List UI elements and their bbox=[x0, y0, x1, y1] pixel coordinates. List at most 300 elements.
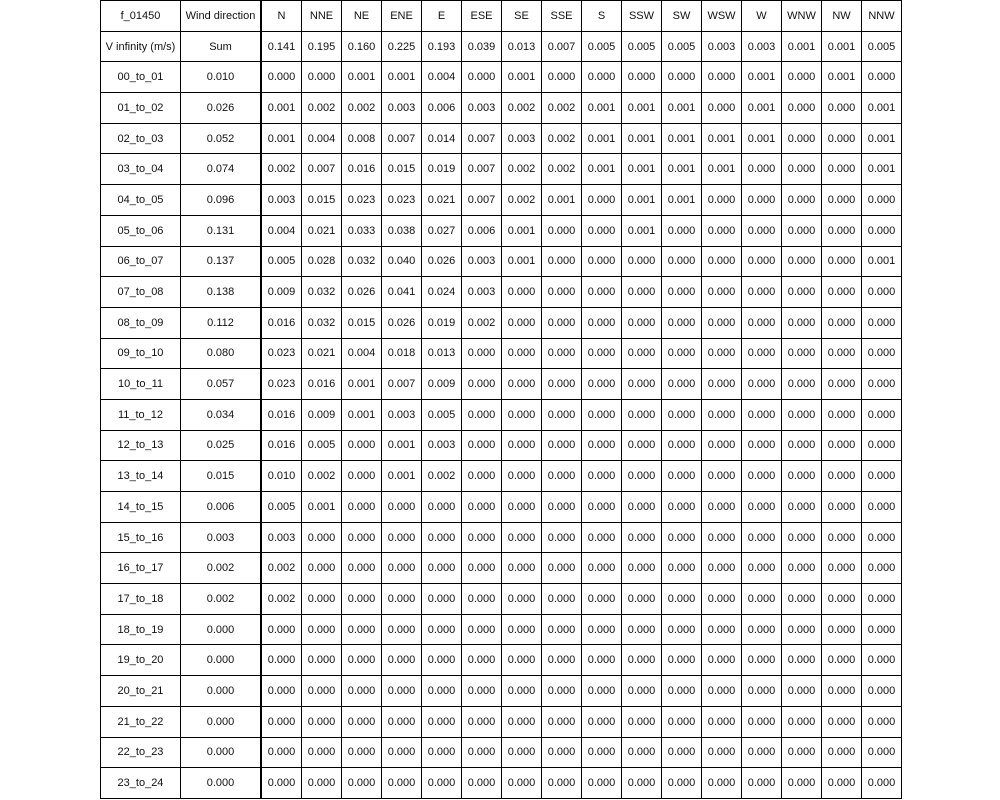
frequency-cell: 0.003 bbox=[462, 246, 502, 277]
frequency-cell: 0.000 bbox=[662, 645, 702, 676]
wind-frequency-table bbox=[100, 0, 902, 799]
v-infinity-label: V infinity (m/s) bbox=[101, 31, 181, 62]
direction-header: SSW bbox=[622, 1, 662, 32]
frequency-cell: 0.018 bbox=[382, 338, 422, 369]
table-row bbox=[101, 277, 902, 308]
row-sum-cell: 0.010 bbox=[181, 62, 262, 93]
frequency-cell: 0.001 bbox=[622, 93, 662, 124]
frequency-cell: 0.000 bbox=[502, 430, 542, 461]
frequency-cell: 0.000 bbox=[742, 277, 782, 308]
frequency-cell: 0.007 bbox=[382, 369, 422, 400]
frequency-cell: 0.000 bbox=[862, 553, 902, 584]
frequency-cell: 0.013 bbox=[422, 338, 462, 369]
speed-bin-label: 06_to_07 bbox=[101, 246, 181, 277]
frequency-cell: 0.000 bbox=[862, 614, 902, 645]
frequency-cell: 0.000 bbox=[582, 768, 622, 799]
table-id-label: f_01450 bbox=[101, 1, 181, 32]
frequency-cell: 0.000 bbox=[382, 584, 422, 615]
frequency-cell: 0.000 bbox=[662, 369, 702, 400]
frequency-cell: 0.000 bbox=[822, 614, 862, 645]
table-row bbox=[101, 93, 902, 124]
frequency-cell: 0.000 bbox=[782, 676, 822, 707]
frequency-cell: 0.040 bbox=[382, 246, 422, 277]
frequency-cell: 0.000 bbox=[462, 399, 502, 430]
frequency-cell: 0.000 bbox=[862, 768, 902, 799]
frequency-cell: 0.000 bbox=[302, 553, 342, 584]
frequency-cell: 0.000 bbox=[582, 215, 622, 246]
frequency-cell: 0.000 bbox=[462, 369, 502, 400]
frequency-cell: 0.000 bbox=[862, 584, 902, 615]
frequency-cell: 0.007 bbox=[462, 185, 502, 216]
frequency-cell: 0.000 bbox=[261, 62, 302, 93]
frequency-cell: 0.000 bbox=[542, 645, 582, 676]
frequency-cell: 0.000 bbox=[702, 645, 742, 676]
frequency-cell: 0.000 bbox=[702, 584, 742, 615]
frequency-cell: 0.000 bbox=[342, 553, 382, 584]
frequency-cell: 0.000 bbox=[742, 553, 782, 584]
direction-sum-cell: 0.005 bbox=[622, 31, 662, 62]
row-sum-cell: 0.000 bbox=[181, 645, 262, 676]
frequency-cell: 0.000 bbox=[542, 522, 582, 553]
frequency-cell: 0.000 bbox=[862, 338, 902, 369]
frequency-cell: 0.000 bbox=[302, 645, 342, 676]
frequency-cell: 0.000 bbox=[342, 768, 382, 799]
table-row bbox=[101, 185, 902, 216]
frequency-cell: 0.028 bbox=[302, 246, 342, 277]
frequency-cell: 0.000 bbox=[862, 399, 902, 430]
speed-bin-label: 18_to_19 bbox=[101, 614, 181, 645]
row-sum-cell: 0.096 bbox=[181, 185, 262, 216]
frequency-cell: 0.006 bbox=[422, 93, 462, 124]
frequency-cell: 0.000 bbox=[662, 553, 702, 584]
frequency-cell: 0.000 bbox=[382, 676, 422, 707]
frequency-cell: 0.008 bbox=[342, 123, 382, 154]
frequency-cell: 0.000 bbox=[422, 614, 462, 645]
row-sum-cell: 0.034 bbox=[181, 399, 262, 430]
row-sum-cell: 0.002 bbox=[181, 584, 262, 615]
direction-sum-cell: 0.005 bbox=[862, 31, 902, 62]
wind-frequency-table-container bbox=[100, 0, 902, 799]
frequency-cell: 0.000 bbox=[502, 399, 542, 430]
frequency-cell: 0.000 bbox=[862, 215, 902, 246]
frequency-cell: 0.000 bbox=[862, 461, 902, 492]
frequency-cell: 0.005 bbox=[261, 246, 302, 277]
frequency-cell: 0.000 bbox=[742, 706, 782, 737]
row-sum-cell: 0.000 bbox=[181, 737, 262, 768]
frequency-cell: 0.002 bbox=[342, 93, 382, 124]
frequency-cell: 0.000 bbox=[542, 706, 582, 737]
table-row bbox=[101, 246, 902, 277]
frequency-cell: 0.000 bbox=[782, 369, 822, 400]
frequency-cell: 0.000 bbox=[782, 706, 822, 737]
frequency-cell: 0.000 bbox=[622, 706, 662, 737]
frequency-cell: 0.000 bbox=[382, 706, 422, 737]
frequency-cell: 0.021 bbox=[422, 185, 462, 216]
frequency-cell: 0.000 bbox=[542, 62, 582, 93]
direction-sum-cell: 0.001 bbox=[822, 31, 862, 62]
frequency-cell: 0.001 bbox=[622, 185, 662, 216]
frequency-cell: 0.000 bbox=[782, 185, 822, 216]
frequency-cell: 0.000 bbox=[862, 185, 902, 216]
frequency-cell: 0.003 bbox=[261, 522, 302, 553]
table-row bbox=[101, 338, 902, 369]
frequency-cell: 0.000 bbox=[502, 737, 542, 768]
speed-bin-label: 04_to_05 bbox=[101, 185, 181, 216]
frequency-cell: 0.000 bbox=[542, 553, 582, 584]
frequency-cell: 0.000 bbox=[662, 584, 702, 615]
frequency-cell: 0.000 bbox=[862, 62, 902, 93]
frequency-cell: 0.000 bbox=[462, 676, 502, 707]
frequency-cell: 0.000 bbox=[662, 614, 702, 645]
direction-sum-cell: 0.013 bbox=[502, 31, 542, 62]
frequency-cell: 0.000 bbox=[422, 522, 462, 553]
frequency-cell: 0.001 bbox=[502, 215, 542, 246]
frequency-cell: 0.000 bbox=[622, 492, 662, 523]
frequency-cell: 0.000 bbox=[462, 338, 502, 369]
speed-bin-label: 14_to_15 bbox=[101, 492, 181, 523]
frequency-cell: 0.000 bbox=[702, 492, 742, 523]
frequency-cell: 0.000 bbox=[342, 676, 382, 707]
frequency-cell: 0.000 bbox=[702, 768, 742, 799]
frequency-cell: 0.000 bbox=[822, 399, 862, 430]
frequency-cell: 0.000 bbox=[702, 430, 742, 461]
frequency-cell: 0.000 bbox=[822, 461, 862, 492]
frequency-cell: 0.000 bbox=[822, 768, 862, 799]
frequency-cell: 0.002 bbox=[302, 93, 342, 124]
frequency-cell: 0.000 bbox=[582, 277, 622, 308]
frequency-cell: 0.000 bbox=[662, 492, 702, 523]
row-sum-cell: 0.052 bbox=[181, 123, 262, 154]
frequency-cell: 0.002 bbox=[542, 123, 582, 154]
direction-header: NW bbox=[822, 1, 862, 32]
frequency-cell: 0.000 bbox=[261, 737, 302, 768]
frequency-cell: 0.000 bbox=[302, 706, 342, 737]
frequency-cell: 0.000 bbox=[582, 614, 622, 645]
frequency-cell: 0.007 bbox=[462, 123, 502, 154]
frequency-cell: 0.000 bbox=[702, 369, 742, 400]
frequency-cell: 0.000 bbox=[342, 522, 382, 553]
direction-header: SSE bbox=[542, 1, 582, 32]
direction-header: NNE bbox=[302, 1, 342, 32]
frequency-cell: 0.000 bbox=[662, 737, 702, 768]
frequency-cell: 0.003 bbox=[382, 399, 422, 430]
table-row bbox=[101, 522, 902, 553]
frequency-cell: 0.000 bbox=[742, 676, 782, 707]
frequency-cell: 0.001 bbox=[622, 215, 662, 246]
direction-sum-cell: 0.225 bbox=[382, 31, 422, 62]
table-row bbox=[101, 492, 902, 523]
frequency-cell: 0.000 bbox=[822, 706, 862, 737]
speed-bin-label: 21_to_22 bbox=[101, 706, 181, 737]
speed-bin-label: 08_to_09 bbox=[101, 307, 181, 338]
row-sum-cell: 0.002 bbox=[181, 553, 262, 584]
frequency-cell: 0.019 bbox=[422, 307, 462, 338]
frequency-cell: 0.004 bbox=[302, 123, 342, 154]
speed-bin-label: 16_to_17 bbox=[101, 553, 181, 584]
frequency-cell: 0.000 bbox=[622, 307, 662, 338]
frequency-cell: 0.000 bbox=[702, 307, 742, 338]
frequency-cell: 0.000 bbox=[582, 307, 622, 338]
frequency-cell: 0.000 bbox=[462, 768, 502, 799]
frequency-cell: 0.003 bbox=[502, 123, 542, 154]
frequency-cell: 0.000 bbox=[822, 676, 862, 707]
frequency-cell: 0.000 bbox=[782, 123, 822, 154]
frequency-cell: 0.000 bbox=[342, 645, 382, 676]
frequency-cell: 0.000 bbox=[302, 676, 342, 707]
speed-bin-label: 12_to_13 bbox=[101, 430, 181, 461]
frequency-cell: 0.000 bbox=[662, 215, 702, 246]
frequency-cell: 0.000 bbox=[782, 215, 822, 246]
frequency-cell: 0.000 bbox=[542, 584, 582, 615]
speed-bin-label: 09_to_10 bbox=[101, 338, 181, 369]
frequency-cell: 0.000 bbox=[742, 246, 782, 277]
frequency-cell: 0.001 bbox=[582, 154, 622, 185]
frequency-cell: 0.006 bbox=[462, 215, 502, 246]
frequency-cell: 0.000 bbox=[782, 93, 822, 124]
frequency-cell: 0.000 bbox=[582, 522, 622, 553]
frequency-cell: 0.000 bbox=[822, 430, 862, 461]
row-sum-cell: 0.015 bbox=[181, 461, 262, 492]
frequency-cell: 0.000 bbox=[622, 645, 662, 676]
frequency-cell: 0.001 bbox=[261, 123, 302, 154]
frequency-cell: 0.000 bbox=[782, 768, 822, 799]
frequency-cell: 0.000 bbox=[782, 584, 822, 615]
table-row bbox=[101, 737, 902, 768]
table-row bbox=[101, 461, 902, 492]
direction-sum-cell: 0.003 bbox=[702, 31, 742, 62]
frequency-cell: 0.001 bbox=[502, 246, 542, 277]
frequency-cell: 0.000 bbox=[342, 584, 382, 615]
frequency-cell: 0.000 bbox=[742, 215, 782, 246]
table-row bbox=[101, 399, 902, 430]
frequency-cell: 0.000 bbox=[662, 522, 702, 553]
frequency-cell: 0.000 bbox=[622, 62, 662, 93]
frequency-cell: 0.000 bbox=[422, 553, 462, 584]
frequency-cell: 0.000 bbox=[782, 737, 822, 768]
frequency-cell: 0.000 bbox=[542, 737, 582, 768]
frequency-cell: 0.000 bbox=[782, 338, 822, 369]
speed-bin-label: 03_to_04 bbox=[101, 154, 181, 185]
frequency-cell: 0.002 bbox=[502, 185, 542, 216]
frequency-cell: 0.021 bbox=[302, 215, 342, 246]
frequency-cell: 0.000 bbox=[782, 246, 822, 277]
frequency-cell: 0.023 bbox=[261, 338, 302, 369]
frequency-cell: 0.016 bbox=[261, 307, 302, 338]
frequency-cell: 0.001 bbox=[622, 123, 662, 154]
speed-bin-label: 17_to_18 bbox=[101, 584, 181, 615]
frequency-cell: 0.003 bbox=[462, 277, 502, 308]
frequency-cell: 0.000 bbox=[862, 676, 902, 707]
frequency-cell: 0.000 bbox=[862, 706, 902, 737]
frequency-cell: 0.000 bbox=[742, 768, 782, 799]
frequency-cell: 0.000 bbox=[422, 768, 462, 799]
frequency-cell: 0.000 bbox=[582, 676, 622, 707]
frequency-cell: 0.000 bbox=[462, 584, 502, 615]
frequency-cell: 0.000 bbox=[582, 584, 622, 615]
speed-bin-label: 19_to_20 bbox=[101, 645, 181, 676]
direction-header: SE bbox=[502, 1, 542, 32]
frequency-cell: 0.000 bbox=[822, 584, 862, 615]
frequency-cell: 0.000 bbox=[662, 706, 702, 737]
frequency-cell: 0.001 bbox=[742, 62, 782, 93]
frequency-cell: 0.000 bbox=[582, 246, 622, 277]
frequency-cell: 0.001 bbox=[382, 62, 422, 93]
frequency-cell: 0.000 bbox=[382, 522, 422, 553]
frequency-cell: 0.000 bbox=[542, 307, 582, 338]
frequency-cell: 0.000 bbox=[342, 492, 382, 523]
frequency-cell: 0.000 bbox=[662, 62, 702, 93]
frequency-cell: 0.027 bbox=[422, 215, 462, 246]
frequency-cell: 0.000 bbox=[582, 62, 622, 93]
frequency-cell: 0.001 bbox=[862, 123, 902, 154]
frequency-cell: 0.000 bbox=[822, 185, 862, 216]
frequency-cell: 0.000 bbox=[462, 706, 502, 737]
frequency-cell: 0.000 bbox=[622, 553, 662, 584]
frequency-cell: 0.004 bbox=[422, 62, 462, 93]
row-sum-cell: 0.080 bbox=[181, 338, 262, 369]
frequency-cell: 0.000 bbox=[302, 737, 342, 768]
frequency-cell: 0.001 bbox=[382, 461, 422, 492]
speed-bin-label: 23_to_24 bbox=[101, 768, 181, 799]
frequency-cell: 0.000 bbox=[502, 492, 542, 523]
frequency-cell: 0.000 bbox=[742, 645, 782, 676]
frequency-cell: 0.000 bbox=[462, 430, 502, 461]
frequency-cell: 0.002 bbox=[261, 154, 302, 185]
row-sum-cell: 0.000 bbox=[181, 768, 262, 799]
frequency-cell: 0.000 bbox=[702, 93, 742, 124]
frequency-cell: 0.000 bbox=[462, 645, 502, 676]
frequency-cell: 0.004 bbox=[342, 338, 382, 369]
frequency-cell: 0.000 bbox=[822, 93, 862, 124]
speed-bin-label: 11_to_12 bbox=[101, 399, 181, 430]
frequency-cell: 0.000 bbox=[742, 737, 782, 768]
frequency-cell: 0.001 bbox=[662, 93, 702, 124]
frequency-cell: 0.000 bbox=[822, 737, 862, 768]
sum-label: Sum bbox=[181, 31, 262, 62]
frequency-cell: 0.015 bbox=[302, 185, 342, 216]
table-row bbox=[101, 154, 902, 185]
frequency-cell: 0.000 bbox=[542, 399, 582, 430]
frequency-cell: 0.000 bbox=[582, 369, 622, 400]
frequency-cell: 0.000 bbox=[662, 399, 702, 430]
frequency-cell: 0.001 bbox=[702, 123, 742, 154]
frequency-cell: 0.000 bbox=[261, 768, 302, 799]
frequency-cell: 0.000 bbox=[422, 645, 462, 676]
frequency-cell: 0.000 bbox=[261, 706, 302, 737]
frequency-cell: 0.000 bbox=[382, 737, 422, 768]
frequency-cell: 0.000 bbox=[702, 185, 742, 216]
frequency-cell: 0.000 bbox=[542, 614, 582, 645]
frequency-cell: 0.000 bbox=[742, 369, 782, 400]
frequency-cell: 0.000 bbox=[382, 645, 422, 676]
frequency-cell: 0.000 bbox=[782, 307, 822, 338]
frequency-cell: 0.007 bbox=[382, 123, 422, 154]
direction-header: WSW bbox=[702, 1, 742, 32]
frequency-cell: 0.000 bbox=[502, 614, 542, 645]
row-sum-cell: 0.112 bbox=[181, 307, 262, 338]
frequency-cell: 0.000 bbox=[862, 645, 902, 676]
direction-sum-cell: 0.160 bbox=[342, 31, 382, 62]
frequency-cell: 0.000 bbox=[662, 338, 702, 369]
direction-sum-cell: 0.005 bbox=[582, 31, 622, 62]
frequency-cell: 0.000 bbox=[742, 461, 782, 492]
table-row bbox=[101, 645, 902, 676]
frequency-cell: 0.000 bbox=[422, 706, 462, 737]
frequency-cell: 0.000 bbox=[542, 492, 582, 523]
frequency-cell: 0.000 bbox=[422, 584, 462, 615]
frequency-cell: 0.000 bbox=[782, 277, 822, 308]
frequency-cell: 0.000 bbox=[822, 154, 862, 185]
row-sum-cell: 0.138 bbox=[181, 277, 262, 308]
frequency-cell: 0.000 bbox=[582, 185, 622, 216]
direction-header: N bbox=[261, 1, 302, 32]
row-sum-cell: 0.074 bbox=[181, 154, 262, 185]
direction-sum-cell: 0.005 bbox=[662, 31, 702, 62]
frequency-cell: 0.015 bbox=[382, 154, 422, 185]
frequency-cell: 0.007 bbox=[302, 154, 342, 185]
frequency-cell: 0.000 bbox=[462, 461, 502, 492]
frequency-cell: 0.005 bbox=[302, 430, 342, 461]
frequency-cell: 0.000 bbox=[342, 614, 382, 645]
frequency-cell: 0.001 bbox=[742, 93, 782, 124]
frequency-cell: 0.026 bbox=[382, 307, 422, 338]
frequency-cell: 0.000 bbox=[742, 399, 782, 430]
frequency-cell: 0.000 bbox=[782, 461, 822, 492]
frequency-cell: 0.000 bbox=[822, 215, 862, 246]
frequency-cell: 0.000 bbox=[622, 768, 662, 799]
frequency-cell: 0.000 bbox=[422, 676, 462, 707]
frequency-cell: 0.005 bbox=[261, 492, 302, 523]
frequency-cell: 0.000 bbox=[622, 430, 662, 461]
frequency-cell: 0.000 bbox=[662, 246, 702, 277]
row-sum-cell: 0.131 bbox=[181, 215, 262, 246]
frequency-cell: 0.002 bbox=[502, 93, 542, 124]
frequency-cell: 0.000 bbox=[622, 737, 662, 768]
frequency-cell: 0.000 bbox=[862, 737, 902, 768]
frequency-cell: 0.023 bbox=[261, 369, 302, 400]
frequency-cell: 0.002 bbox=[542, 154, 582, 185]
frequency-cell: 0.000 bbox=[622, 522, 662, 553]
frequency-cell: 0.001 bbox=[542, 185, 582, 216]
frequency-cell: 0.000 bbox=[582, 706, 622, 737]
frequency-cell: 0.000 bbox=[822, 277, 862, 308]
frequency-cell: 0.014 bbox=[422, 123, 462, 154]
frequency-cell: 0.001 bbox=[582, 123, 622, 154]
direction-sum-cell: 0.039 bbox=[462, 31, 502, 62]
frequency-cell: 0.001 bbox=[302, 492, 342, 523]
frequency-cell: 0.000 bbox=[782, 399, 822, 430]
frequency-cell: 0.000 bbox=[862, 277, 902, 308]
frequency-cell: 0.000 bbox=[302, 522, 342, 553]
frequency-cell: 0.000 bbox=[862, 492, 902, 523]
frequency-cell: 0.016 bbox=[342, 154, 382, 185]
frequency-cell: 0.000 bbox=[462, 522, 502, 553]
frequency-cell: 0.032 bbox=[302, 277, 342, 308]
frequency-cell: 0.000 bbox=[662, 461, 702, 492]
frequency-cell: 0.000 bbox=[742, 492, 782, 523]
table-row bbox=[101, 123, 902, 154]
frequency-cell: 0.023 bbox=[382, 185, 422, 216]
frequency-cell: 0.000 bbox=[261, 614, 302, 645]
frequency-cell: 0.016 bbox=[302, 369, 342, 400]
frequency-cell: 0.000 bbox=[542, 461, 582, 492]
frequency-cell: 0.005 bbox=[422, 399, 462, 430]
frequency-cell: 0.000 bbox=[702, 277, 742, 308]
frequency-cell: 0.000 bbox=[862, 369, 902, 400]
table-row bbox=[101, 62, 902, 93]
frequency-cell: 0.023 bbox=[342, 185, 382, 216]
frequency-cell: 0.002 bbox=[302, 461, 342, 492]
